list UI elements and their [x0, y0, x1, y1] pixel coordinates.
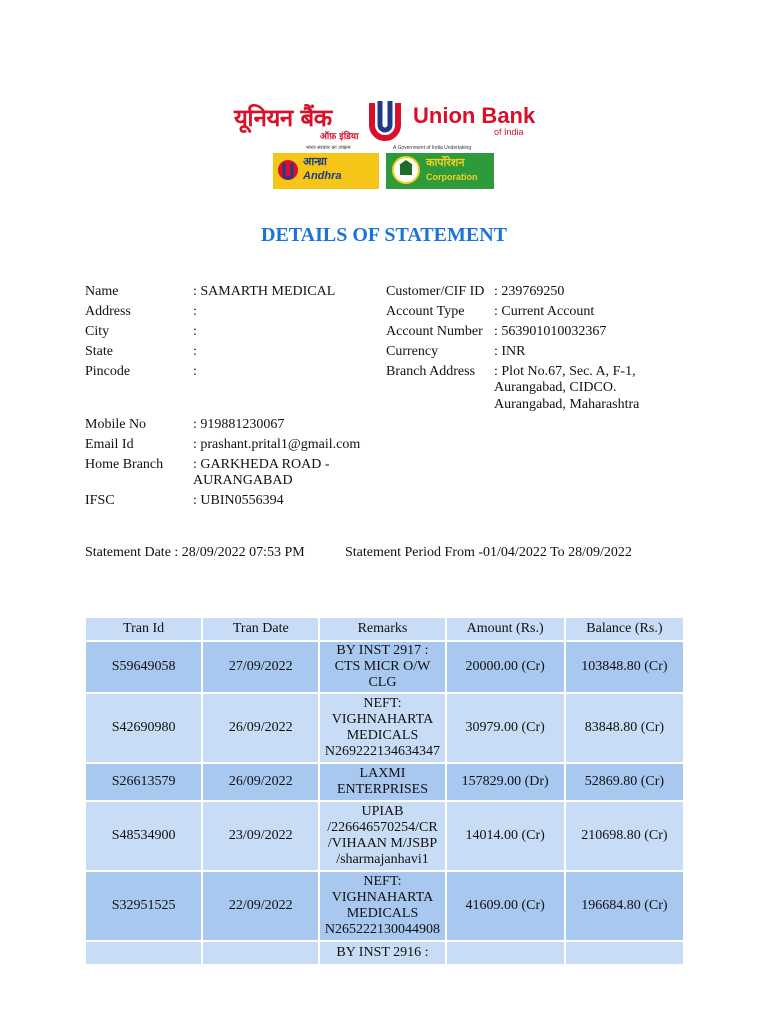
remarks-line: MEDICALS — [346, 906, 419, 921]
table-row — [86, 694, 683, 762]
currency-label: Currency — [386, 344, 439, 359]
remarks-line: /226646570254/CR — [327, 820, 438, 835]
corporation-seal-icon — [391, 155, 421, 185]
state-label: State — [85, 344, 113, 359]
page-title: DETAILS OF STATEMENT — [261, 224, 507, 246]
remarks-line: MEDICALS — [346, 728, 419, 743]
remarks-cell — [320, 642, 444, 692]
home-branch-value-line1: : GARKHEDA ROAD - — [193, 457, 330, 472]
branch-address-line2: Aurangabad, CIDCO. — [494, 380, 617, 395]
city-value: : — [193, 324, 197, 339]
tran-id-cell: S26613579 — [86, 764, 201, 800]
header-tran-id: Tran Id — [86, 618, 201, 640]
name-value: : SAMARTH MEDICAL — [193, 284, 336, 299]
transactions-table — [84, 616, 685, 966]
mobile-value: : 919881230067 — [193, 417, 285, 432]
remarks-line: BY INST 2917 : — [336, 643, 429, 658]
logo-english-name: Union Bank — [413, 103, 536, 128]
mobile-label: Mobile No — [85, 417, 147, 432]
currency-value: : INR — [494, 344, 526, 359]
remarks-line: LAXMI — [359, 766, 406, 781]
amount-cell: 30979.00 (Cr) — [447, 694, 564, 762]
state-value: : — [193, 344, 197, 359]
tran-date-cell: 27/09/2022 — [203, 642, 318, 692]
header-amount: Amount (Rs.) — [447, 618, 564, 640]
tran-date-cell: 22/09/2022 — [203, 872, 318, 940]
logo-english-sub: of India — [494, 127, 524, 137]
logo-tagline-hindi: भारत सरकार का उपक्रम — [306, 145, 351, 151]
table-row — [86, 764, 683, 800]
table-row — [86, 802, 683, 870]
address-value: : — [193, 304, 197, 319]
table-row — [86, 942, 683, 964]
remarks-line: /VIHAAN M/JSBP — [327, 836, 438, 851]
corporation-english: Corporation — [426, 172, 478, 182]
home-branch-value-line2: AURANGABAD — [193, 473, 293, 488]
address-label: Address — [85, 304, 131, 319]
corporation-logo — [386, 153, 494, 189]
remarks-line: NEFT: — [363, 696, 402, 711]
remarks-cell — [320, 942, 444, 964]
remarks-line: /sharmajanhavi1 — [336, 852, 429, 867]
andhra-logo — [273, 153, 379, 189]
balance-cell: 103848.80 (Cr) — [566, 642, 683, 692]
tran-date-cell: 26/09/2022 — [203, 694, 318, 762]
remarks-line: ENTERPRISES — [336, 782, 428, 797]
cif-value: : 239769250 — [494, 284, 565, 299]
logo-hindi-sub: ऑफ़ इंडिया — [320, 132, 359, 142]
account-type-value: : Current Account — [494, 304, 595, 319]
remarks-line: VIGHNAHARTA — [331, 890, 434, 905]
amount-cell: 14014.00 (Cr) — [447, 802, 564, 870]
statement-date: Statement Date : 28/09/2022 07:53 PM — [85, 545, 305, 560]
amount-cell: 20000.00 (Cr) — [447, 642, 564, 692]
tran-id-cell: S32951525 — [86, 872, 201, 940]
amount-cell: 157829.00 (Dr) — [447, 764, 564, 800]
table-row — [86, 872, 683, 940]
corporation-hindi: कार्पोरेशन — [426, 156, 465, 169]
remarks-line: N265222130044908 — [324, 922, 441, 937]
branch-address-line3: Aurangabad, Maharashtra — [494, 397, 640, 412]
tran-date-cell: 23/09/2022 — [203, 802, 318, 870]
remarks-line: BY INST 2916 : — [336, 945, 429, 960]
logo-tagline-english: A Government of India Undertaking — [393, 145, 472, 151]
account-number-label: Account Number — [386, 324, 483, 339]
tran-date-cell: 26/09/2022 — [203, 764, 318, 800]
amount-cell — [447, 942, 564, 964]
header-balance: Balance (Rs.) — [566, 618, 683, 640]
header-tran-date: Tran Date — [203, 618, 318, 640]
tran-id-cell: S48534900 — [86, 802, 201, 870]
tran-date-cell — [203, 942, 318, 964]
remarks-line: UPIAB — [361, 804, 404, 819]
remarks-line: NEFT: — [363, 874, 402, 889]
tran-id-cell: S42690980 — [86, 694, 201, 762]
remarks-line: N269222134634347 — [324, 744, 441, 759]
table-row — [86, 642, 683, 692]
remarks-cell — [320, 802, 444, 870]
name-label: Name — [85, 284, 119, 299]
branch-address-label: Branch Address — [386, 364, 476, 379]
email-label: Email Id — [85, 437, 134, 452]
remarks-cell — [320, 872, 444, 940]
cif-label: Customer/CIF ID — [386, 284, 485, 299]
remarks-line: VIGHNAHARTA — [331, 712, 434, 727]
remarks-line: CTS MICR O/W — [334, 659, 431, 674]
statement-period: Statement Period From -01/04/2022 To 28/09/2022 — [345, 545, 632, 560]
branch-address-line1: : Plot No.67, Sec. A, F-1, — [494, 364, 636, 379]
city-label: City — [85, 324, 110, 339]
home-branch-label: Home Branch — [85, 457, 164, 472]
andhra-mark-icon — [277, 159, 299, 181]
pincode-value: : — [193, 364, 197, 379]
table-header-row — [86, 618, 683, 640]
bank-logo — [228, 95, 548, 193]
pincode-label: Pincode — [85, 364, 131, 379]
balance-cell: 52869.80 (Cr) — [566, 764, 683, 800]
remarks-cell — [320, 764, 444, 800]
logo-hindi-name: यूनियन बैंक — [234, 104, 332, 132]
balance-cell: 83848.80 (Cr) — [566, 694, 683, 762]
remarks-line: CLG — [368, 675, 397, 690]
remarks-cell — [320, 694, 444, 762]
balance-cell — [566, 942, 683, 964]
account-type-label: Account Type — [386, 304, 465, 319]
tran-id-cell: S59649058 — [86, 642, 201, 692]
amount-cell: 41609.00 (Cr) — [447, 872, 564, 940]
balance-cell: 210698.80 (Cr) — [566, 802, 683, 870]
ifsc-label: IFSC — [85, 493, 115, 508]
header-remarks: Remarks — [320, 618, 444, 640]
andhra-hindi: आन्ध्रा — [303, 155, 327, 168]
union-bank-logo-mark-icon — [362, 99, 408, 143]
tran-id-cell — [86, 942, 201, 964]
balance-cell: 196684.80 (Cr) — [566, 872, 683, 940]
email-value: : prashant.prital1@gmail.com — [193, 437, 361, 452]
account-number-value: : 563901010032367 — [494, 324, 607, 339]
ifsc-value: : UBIN0556394 — [193, 493, 284, 508]
andhra-english: Andhra — [303, 170, 342, 182]
